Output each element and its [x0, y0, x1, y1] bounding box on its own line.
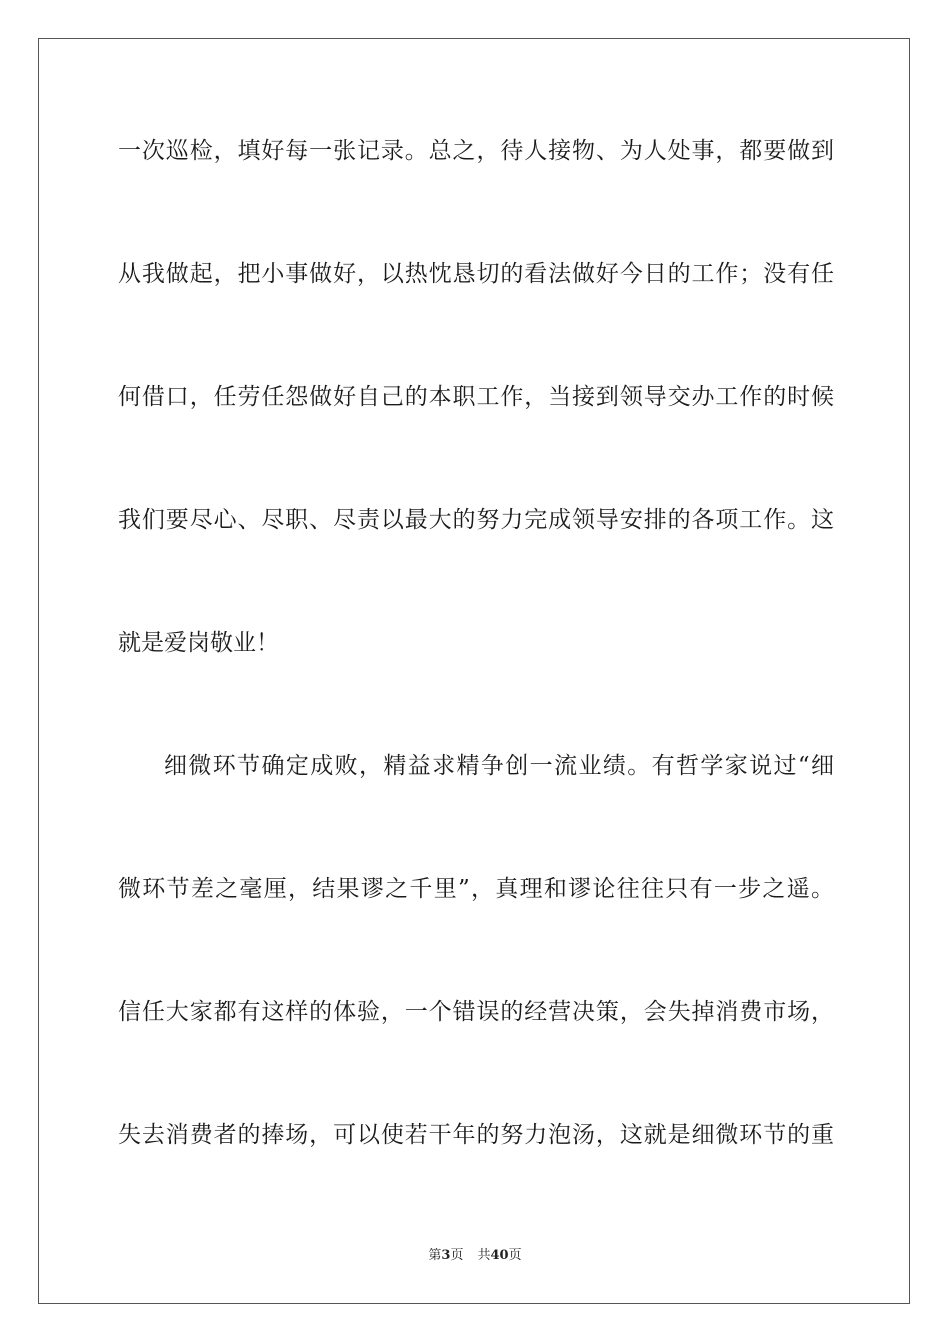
body-text-line: 信任大家都有这样的体验，一个错误的经营决策，会失掉消费市场，	[118, 999, 834, 1025]
total-pages: 40	[490, 1248, 509, 1263]
body-text-line: 我们要尽心、尽职、尽责以最大的努力完成领导安排的各项工作。这	[118, 507, 834, 533]
page-suffix: 页	[450, 1248, 464, 1263]
body-text-line: 微环节差之毫厘，结果谬之千里”，真理和谬论往往只有一步之遥。	[118, 876, 834, 902]
page-prefix: 第	[428, 1248, 442, 1263]
body-text-line: 就是爱岗敬业！	[118, 630, 279, 656]
body-text-line: 一次巡检，填好每一张记录。总之，待人接物、为人处事，都要做到	[118, 138, 834, 164]
paragraph-first-line: 细微环节确定成败，精益求精争创一流业绩。有哲学家说过“细	[164, 753, 834, 779]
body-text-line: 从我做起，把小事做好，以热忱恳切的看法做好今日的工作；没有任	[118, 261, 834, 287]
total-prefix: 共	[477, 1248, 491, 1263]
body-text-line: 失去消费者的捧场，可以使若干年的努力泡汤，这就是细微环节的重	[118, 1122, 834, 1148]
page-number: 3	[441, 1248, 451, 1263]
total-suffix: 页	[508, 1248, 522, 1263]
page-footer	[0, 1244, 950, 1263]
body-text-line: 何借口，任劳任怨做好自己的本职工作，当接到领导交办工作的时候	[118, 384, 834, 410]
